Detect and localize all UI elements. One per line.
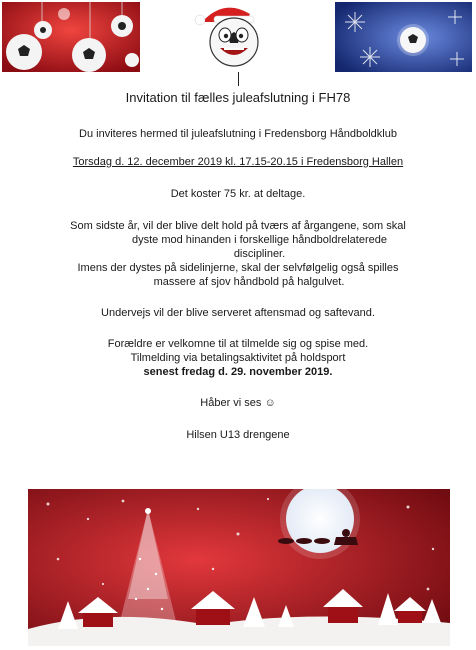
parents-line: Forældre er velkomne til at tilmelde sig og spise med.: [107, 338, 369, 350]
header-image-left: [2, 2, 140, 72]
price-line: Det koster 75 kr. at deltage.: [170, 188, 306, 200]
text-cursor: [238, 72, 239, 86]
snowflake-football-image: [335, 2, 472, 72]
activity-line: Som sidste år, vil der blive delt hold på tværs af årgangene, som skal: [70, 220, 406, 232]
christmas-scene-image: [28, 489, 450, 646]
activity-line: massere af sjov håndbold på halgulvet.: [153, 276, 345, 288]
activity-line: dyste mod hinanden i forskellige håndboldrelaterede: [131, 234, 387, 246]
invitation-title: Invitation til fælles juleafslutning i FH78: [125, 90, 351, 105]
signup-line: Tilmelding via betalingsaktivitet på holdsport: [130, 352, 346, 364]
baubles-football-image: [2, 2, 140, 72]
activity-line: Imens der dystes på sidelinjerne, skal der selvfølgelig også spilles: [77, 262, 399, 274]
greeting-line: Håber vi ses ☺: [200, 397, 276, 409]
header-image-middle: [184, 2, 274, 70]
dinner-line: Undervejs vil der blive serveret aftensmad og saftevand.: [101, 307, 375, 319]
santa-football-cartoon: [184, 2, 274, 70]
invitation-body: [0, 88, 476, 442]
deadline-line: senest fredag d. 29. november 2019.: [143, 366, 333, 378]
signature-line: Hilsen U13 drengene: [186, 429, 290, 441]
header-image-right: [335, 2, 472, 72]
footer-image: [28, 489, 450, 646]
event-date-time: Torsdag d. 12. december 2019 kl. 17.15-20.15 i Fredensborg Hallen: [72, 156, 404, 168]
intro-line: Du inviteres hermed til juleafslutning i Fredensborg Håndboldklub: [79, 128, 397, 140]
activity-line: discipliner.: [233, 248, 286, 260]
